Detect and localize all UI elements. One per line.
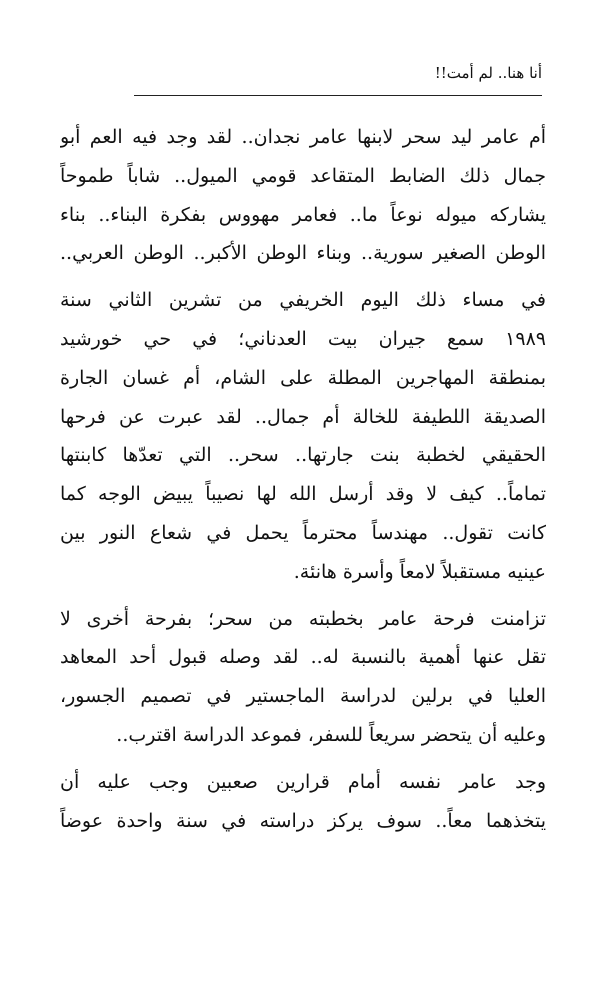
text-line: ١٩٨٩ سمع جيران بيت العدناني؛ في حي خورشيد xyxy=(60,327,546,350)
text-line: وجد عامر نفسه أمام قرارين صعبين وجب عليه أن xyxy=(60,770,546,793)
text-line: في مساء ذلك اليوم الخريفي من تشرين الثاني سنة xyxy=(60,289,546,312)
text-line: جمال ذلك الضابط المتقاعد قومي الميول.. شاباً طموحاً xyxy=(60,164,546,187)
paragraph xyxy=(60,118,546,273)
text-line: تقل عنها أهمية بالنسبة له.. لقد وصله قبول أحد المعاهد xyxy=(60,646,546,669)
text-line: العليا في برلين لدراسة الماجستير في تصميم الجسور، xyxy=(60,685,546,708)
text-line: عينيه مستقبلاً لامعاً وأسرة هانئة. xyxy=(293,560,546,583)
text-line: يتخذهما معاً.. سوف يركز دراسته في سنة واحدة عوضاً xyxy=(60,809,546,832)
paragraph-gap xyxy=(60,592,546,600)
text-line: تماماً.. كيف لا وقد أرسل الله لها نصيباً يبيض الوجه كما xyxy=(60,483,546,506)
text-line: الصديقة اللطيفة للخالة أم جمال.. لقد عبرت عن فرحها xyxy=(60,405,546,428)
paragraph-gap xyxy=(60,755,546,763)
text-line: بمنطقة المهاجرين المطلة على الشام، أم غسان الجارة xyxy=(60,366,546,389)
paragraph xyxy=(60,600,546,755)
text-line: أم عامر ليد سحر لابنها عامر نجدان.. لقد وجد فيه العم أبو xyxy=(60,126,546,148)
paragraph xyxy=(60,281,546,591)
header-rule xyxy=(134,95,542,96)
body-text xyxy=(60,118,546,840)
text-line: تزامنت فرحة عامر بخطبته من سحر؛ بفرحة أخرى لا xyxy=(60,607,546,630)
text-line: الوطن الصغير سورية.. وبناء الوطن الأكبر.. الوطن العربي.. xyxy=(60,242,546,265)
running-header: أنا هنا.. لم أمت!! xyxy=(434,64,542,82)
text-line: وعليه أن يتحضر سريعاً للسفر، فموعد الدراسة اقترب.. xyxy=(116,723,546,746)
text-line: الحقيقي لخطبة بنت جارتها.. سحر.. التي تعدّها كابنتها xyxy=(60,444,546,467)
text-line: يشاركه ميوله نوعاً ما.. فعامر مهووس بفكرة البناء.. بناء xyxy=(60,203,546,226)
paragraph xyxy=(60,763,546,841)
text-line: كانت تقول.. مهندساً محترماً يحمل في شعاع النور بين xyxy=(60,521,546,544)
paragraph-gap xyxy=(60,273,546,281)
